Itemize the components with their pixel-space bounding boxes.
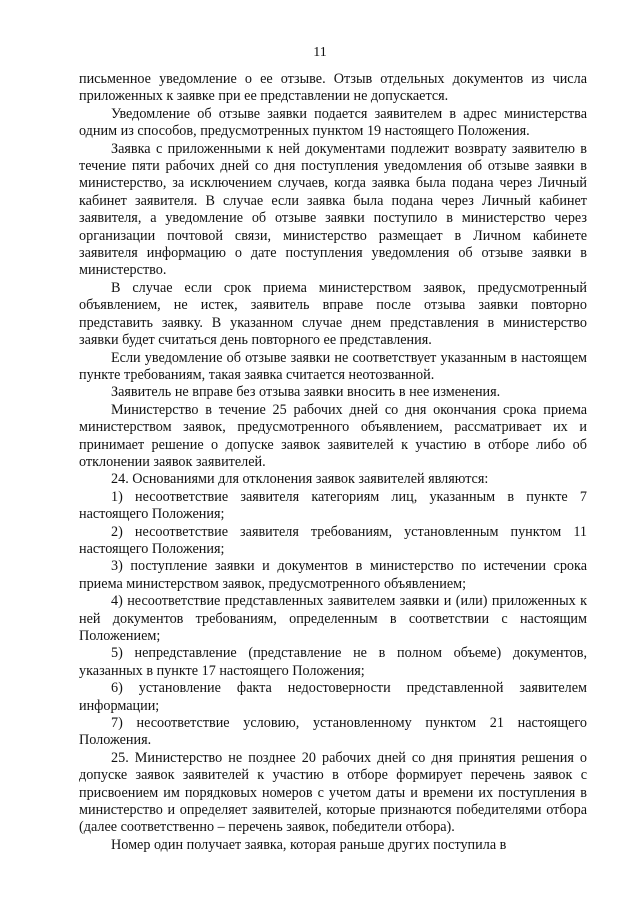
- list-item: 7) несоответствие условию, установленному пунктом 21 настоящего Положения.: [79, 715, 587, 749]
- list-item: 3) поступление заявки и документов в министерство по истечении срока приема министерством заявок, предусмотренного объявлением;: [79, 558, 587, 592]
- paragraph: Заявитель не вправе без отзыва заявки вносить в нее изменения.: [111, 384, 501, 401]
- paragraph: Заявка с приложенными к ней документами подлежит возврату заявителю в течение пяти рабочих дней со дня поступления уведомления об отзыве заявки в министерство, за исключением случаев, когда заявка была подана через Личный кабинет заявителя. В случае если заявка была подана через Личный кабинет заявителя, а уведомление об отзыве заявки поступило в министерство через организации почтовой связи, министерство размещает в Личном кабинете заявителя информацию о дате поступления уведомления об отзыве заявки в министерство.: [79, 140, 587, 279]
- paragraph: Уведомление об отзыве заявки подается заявителем в адрес министерства одним из способов, предусмотренных пунктом 19 настоящего Положения.: [79, 105, 587, 140]
- list-item: 1) несоответствие заявителя категориям лиц, указанным в пункте 7 настоящего Положения;: [79, 488, 587, 523]
- paragraph: Номер один получает заявка, которая раньше других поступила в: [111, 836, 507, 853]
- list-item: 6) установление факта недостоверности представленной заявителем информации;: [79, 680, 587, 714]
- list-item: 2) несоответствие заявителя требованиям, установленным пунктом 11 настоящего Положения;: [79, 523, 587, 557]
- list-item: 4) несоответствие представленных заявителем заявки и (или) приложенных к ней документов требованиям, определенным в соответствии с настоящим Положением;: [79, 593, 587, 644]
- paragraph: письменное уведомление о ее отзыве. Отзыв отдельных документов из числа приложенных к заявке при ее представлении не допускается.: [79, 71, 587, 105]
- page-number: 11: [313, 45, 327, 60]
- document-body: [79, 71, 587, 854]
- section-25: 25. Министерство не позднее 20 рабочих дней со дня принятия решения о допуске заявок заявителей к участию в отборе формирует перечень заявок с присвоением им порядковых номеров с учетом даты и времени их поступления в министерство и определяет заявителей, которые признаются победителями отбора (далее соответственно – перечень заявок, победители отбора).: [79, 749, 587, 836]
- paragraph: В случае если срок приема министерством заявок, предусмотренный объявлением, не истек, заявитель вправе после отзыва заявки повторно представить заявку. В указанном случае днем представления в министерство заявки будет считаться день повторного ее представления.: [79, 279, 587, 349]
- section-heading-24: 24. Основаниями для отклонения заявок заявителей являются:: [111, 471, 489, 488]
- paragraph: Если уведомление об отзыве заявки не соответствует указанным в настоящем пункте требованиям, такая заявка считается неотозванной.: [79, 349, 587, 383]
- list-item: 5) непредставление (представление не в полном объеме) документов, указанных в пункте 17 настоящего Положения;: [79, 645, 587, 679]
- paragraph: Министерство в течение 25 рабочих дней со дня окончания срока приема министерством заявок, предусмотренного объявлением, рассматривает их и принимает решение о допуске заявок заявителей к участию в отборе либо об отклонении заявок заявителей.: [79, 401, 587, 470]
